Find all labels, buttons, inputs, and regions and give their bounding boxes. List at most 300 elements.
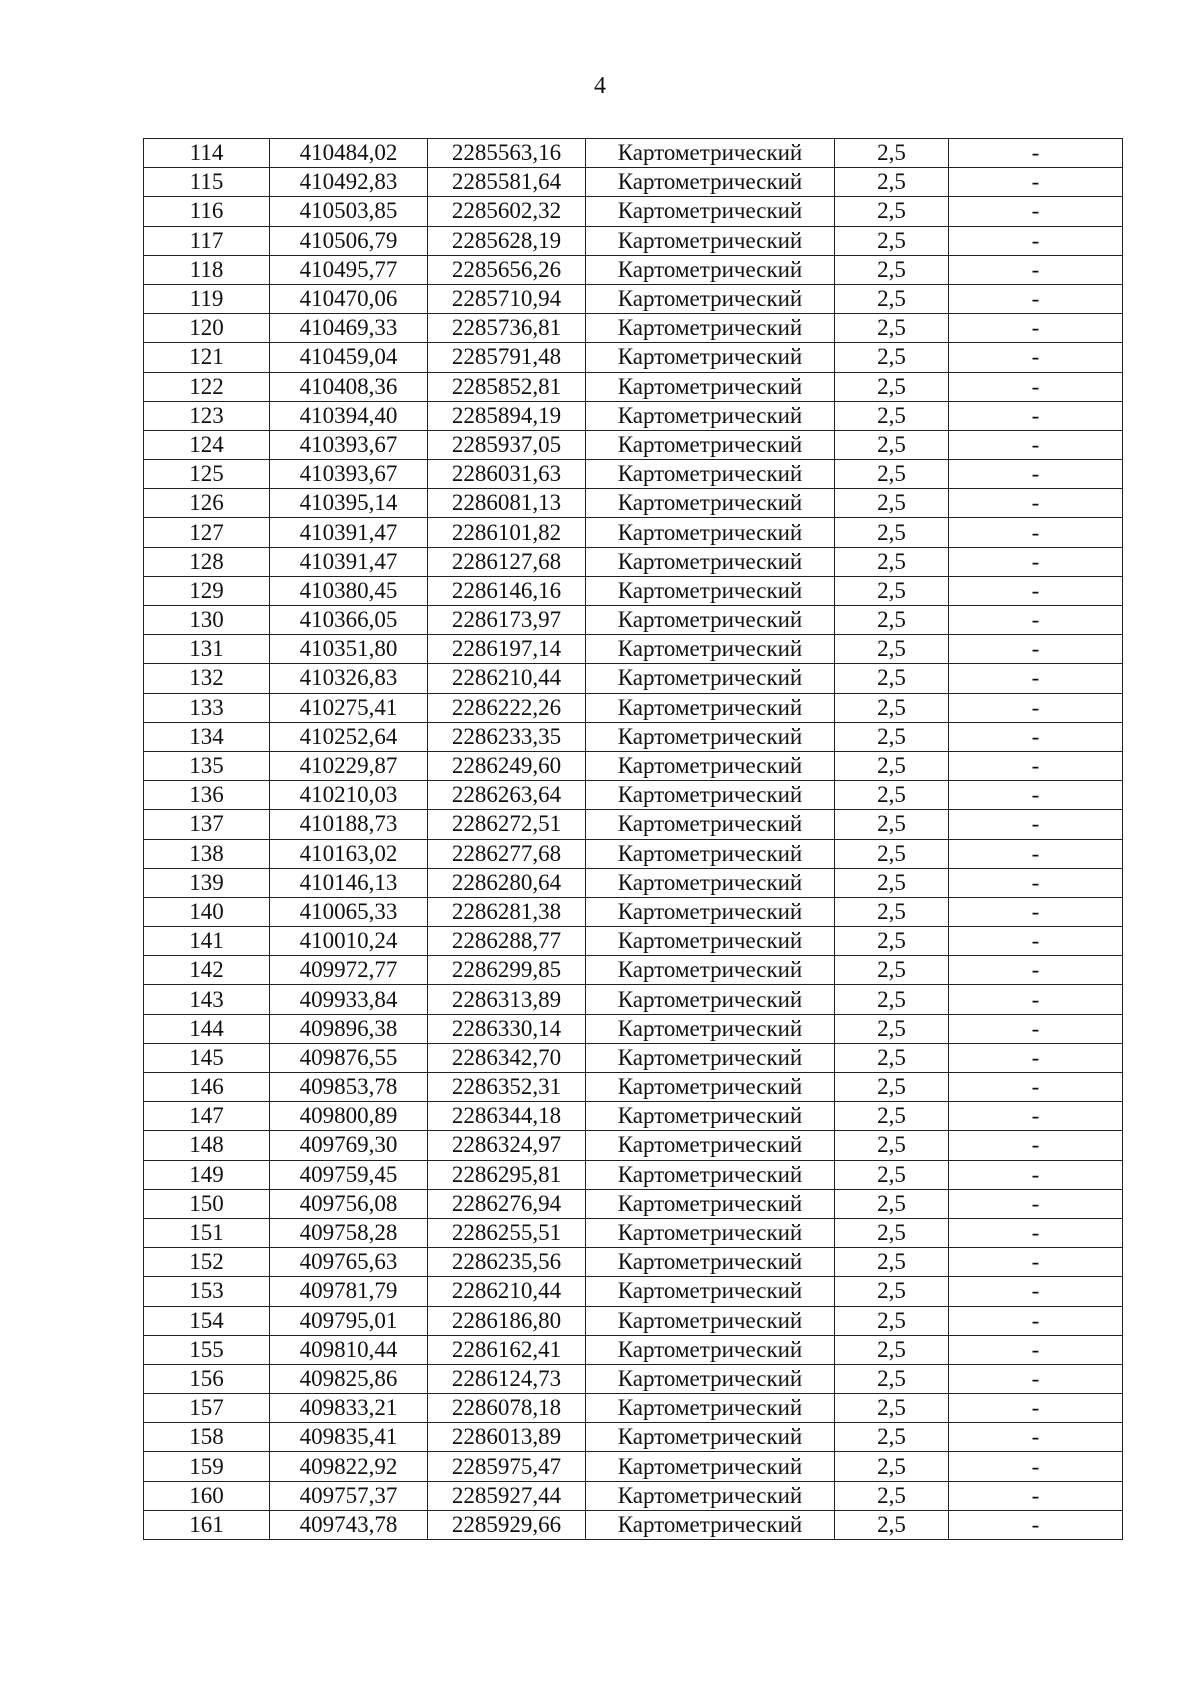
- accuracy-cell: 2,5: [835, 1277, 949, 1306]
- method-cell: Картометрический: [586, 956, 835, 985]
- table-row: [144, 927, 1123, 956]
- note-cell: -: [949, 927, 1123, 956]
- note-cell: -: [949, 839, 1123, 868]
- x-coordinate-cell: 410188,73: [270, 810, 428, 839]
- point-number-cell: 133: [144, 693, 270, 722]
- x-coordinate-cell: 409743,78: [270, 1510, 428, 1539]
- method-cell: Картометрический: [586, 1423, 835, 1452]
- method-cell: Картометрический: [586, 314, 835, 343]
- method-cell: Картометрический: [586, 985, 835, 1014]
- note-cell: -: [949, 1481, 1123, 1510]
- table-row: [144, 1073, 1123, 1102]
- method-cell: Картометрический: [586, 868, 835, 897]
- x-coordinate-cell: 410408,36: [270, 372, 428, 401]
- point-number-cell: 154: [144, 1306, 270, 1335]
- table-row: [144, 372, 1123, 401]
- x-coordinate-cell: 409853,78: [270, 1073, 428, 1102]
- point-number-cell: 136: [144, 781, 270, 810]
- point-number-cell: 115: [144, 168, 270, 197]
- note-cell: -: [949, 1364, 1123, 1393]
- note-cell: -: [949, 635, 1123, 664]
- y-coordinate-cell: 2286233,35: [428, 722, 586, 751]
- point-number-cell: 140: [144, 897, 270, 926]
- x-coordinate-cell: 410393,67: [270, 460, 428, 489]
- table-row: [144, 139, 1123, 168]
- method-cell: Картометрический: [586, 430, 835, 459]
- point-number-cell: 130: [144, 606, 270, 635]
- y-coordinate-cell: 2286210,44: [428, 664, 586, 693]
- y-coordinate-cell: 2286197,14: [428, 635, 586, 664]
- y-coordinate-cell: 2286255,51: [428, 1218, 586, 1247]
- table-row: [144, 1189, 1123, 1218]
- table-row: [144, 168, 1123, 197]
- point-number-cell: 149: [144, 1160, 270, 1189]
- accuracy-cell: 2,5: [835, 1481, 949, 1510]
- y-coordinate-cell: 2286162,41: [428, 1335, 586, 1364]
- method-cell: Картометрический: [586, 139, 835, 168]
- note-cell: -: [949, 693, 1123, 722]
- point-number-cell: 148: [144, 1131, 270, 1160]
- accuracy-cell: 2,5: [835, 1306, 949, 1335]
- point-number-cell: 124: [144, 430, 270, 459]
- point-number-cell: 159: [144, 1452, 270, 1481]
- method-cell: Картометрический: [586, 1131, 835, 1160]
- x-coordinate-cell: 410366,05: [270, 606, 428, 635]
- table-row: [144, 635, 1123, 664]
- method-cell: Картометрический: [586, 1102, 835, 1131]
- accuracy-cell: 2,5: [835, 664, 949, 693]
- x-coordinate-cell: 410065,33: [270, 897, 428, 926]
- method-cell: Картометрический: [586, 226, 835, 255]
- table-row: [144, 1452, 1123, 1481]
- accuracy-cell: 2,5: [835, 781, 949, 810]
- x-coordinate-cell: 410506,79: [270, 226, 428, 255]
- accuracy-cell: 2,5: [835, 372, 949, 401]
- y-coordinate-cell: 2286276,94: [428, 1189, 586, 1218]
- accuracy-cell: 2,5: [835, 139, 949, 168]
- y-coordinate-cell: 2286344,18: [428, 1102, 586, 1131]
- accuracy-cell: 2,5: [835, 1248, 949, 1277]
- method-cell: Картометрический: [586, 489, 835, 518]
- note-cell: -: [949, 1160, 1123, 1189]
- point-number-cell: 118: [144, 255, 270, 284]
- accuracy-cell: 2,5: [835, 1102, 949, 1131]
- y-coordinate-cell: 2285581,64: [428, 168, 586, 197]
- note-cell: -: [949, 1306, 1123, 1335]
- note-cell: -: [949, 664, 1123, 693]
- x-coordinate-cell: 409896,38: [270, 1014, 428, 1043]
- x-coordinate-cell: 409781,79: [270, 1277, 428, 1306]
- note-cell: -: [949, 343, 1123, 372]
- table-row: [144, 547, 1123, 576]
- note-cell: -: [949, 284, 1123, 313]
- point-number-cell: 144: [144, 1014, 270, 1043]
- point-number-cell: 127: [144, 518, 270, 547]
- note-cell: -: [949, 985, 1123, 1014]
- method-cell: Картометрический: [586, 1364, 835, 1393]
- note-cell: -: [949, 576, 1123, 605]
- note-cell: -: [949, 547, 1123, 576]
- note-cell: -: [949, 168, 1123, 197]
- y-coordinate-cell: 2285929,66: [428, 1510, 586, 1539]
- x-coordinate-cell: 410010,24: [270, 927, 428, 956]
- method-cell: Картометрический: [586, 197, 835, 226]
- accuracy-cell: 2,5: [835, 314, 949, 343]
- y-coordinate-cell: 2285563,16: [428, 139, 586, 168]
- x-coordinate-cell: 409810,44: [270, 1335, 428, 1364]
- table-row: [144, 1218, 1123, 1247]
- accuracy-cell: 2,5: [835, 1218, 949, 1247]
- point-number-cell: 151: [144, 1218, 270, 1247]
- table-row: [144, 985, 1123, 1014]
- method-cell: Картометрический: [586, 897, 835, 926]
- table-row: [144, 897, 1123, 926]
- accuracy-cell: 2,5: [835, 868, 949, 897]
- method-cell: Картометрический: [586, 1335, 835, 1364]
- x-coordinate-cell: 410492,83: [270, 168, 428, 197]
- method-cell: Картометрический: [586, 1306, 835, 1335]
- note-cell: -: [949, 139, 1123, 168]
- x-coordinate-cell: 409800,89: [270, 1102, 428, 1131]
- accuracy-cell: 2,5: [835, 1510, 949, 1539]
- x-coordinate-cell: 409769,30: [270, 1131, 428, 1160]
- table-row: [144, 1481, 1123, 1510]
- table-row: [144, 781, 1123, 810]
- y-coordinate-cell: 2285937,05: [428, 430, 586, 459]
- table-row: [144, 1248, 1123, 1277]
- method-cell: Картометрический: [586, 576, 835, 605]
- accuracy-cell: 2,5: [835, 343, 949, 372]
- table-row: [144, 518, 1123, 547]
- point-number-cell: 157: [144, 1394, 270, 1423]
- method-cell: Картометрический: [586, 1160, 835, 1189]
- x-coordinate-cell: 410210,03: [270, 781, 428, 810]
- table-row: [144, 1335, 1123, 1364]
- y-coordinate-cell: 2286249,60: [428, 751, 586, 780]
- table-row: [144, 606, 1123, 635]
- point-number-cell: 141: [144, 927, 270, 956]
- note-cell: -: [949, 1014, 1123, 1043]
- y-coordinate-cell: 2286235,56: [428, 1248, 586, 1277]
- accuracy-cell: 2,5: [835, 1335, 949, 1364]
- accuracy-cell: 2,5: [835, 1189, 949, 1218]
- x-coordinate-cell: 409756,08: [270, 1189, 428, 1218]
- accuracy-cell: 2,5: [835, 1073, 949, 1102]
- note-cell: -: [949, 314, 1123, 343]
- x-coordinate-cell: 410394,40: [270, 401, 428, 430]
- table-row: [144, 1014, 1123, 1043]
- accuracy-cell: 2,5: [835, 518, 949, 547]
- accuracy-cell: 2,5: [835, 1364, 949, 1393]
- table-row: [144, 722, 1123, 751]
- accuracy-cell: 2,5: [835, 1394, 949, 1423]
- table-row: [144, 751, 1123, 780]
- x-coordinate-cell: 410484,02: [270, 139, 428, 168]
- accuracy-cell: 2,5: [835, 547, 949, 576]
- point-number-cell: 142: [144, 956, 270, 985]
- table-row: [144, 430, 1123, 459]
- method-cell: Картометрический: [586, 664, 835, 693]
- accuracy-cell: 2,5: [835, 1452, 949, 1481]
- method-cell: Картометрический: [586, 781, 835, 810]
- accuracy-cell: 2,5: [835, 927, 949, 956]
- y-coordinate-cell: 2286272,51: [428, 810, 586, 839]
- x-coordinate-cell: 410391,47: [270, 518, 428, 547]
- note-cell: -: [949, 401, 1123, 430]
- y-coordinate-cell: 2286299,85: [428, 956, 586, 985]
- y-coordinate-cell: 2286210,44: [428, 1277, 586, 1306]
- point-number-cell: 153: [144, 1277, 270, 1306]
- y-coordinate-cell: 2285894,19: [428, 401, 586, 430]
- y-coordinate-cell: 2286342,70: [428, 1043, 586, 1072]
- point-number-cell: 117: [144, 226, 270, 255]
- note-cell: -: [949, 372, 1123, 401]
- point-number-cell: 131: [144, 635, 270, 664]
- method-cell: Картометрический: [586, 635, 835, 664]
- y-coordinate-cell: 2285602,32: [428, 197, 586, 226]
- accuracy-cell: 2,5: [835, 430, 949, 459]
- table-row: [144, 460, 1123, 489]
- note-cell: -: [949, 781, 1123, 810]
- method-cell: Картометрический: [586, 547, 835, 576]
- y-coordinate-cell: 2286352,31: [428, 1073, 586, 1102]
- y-coordinate-cell: 2286186,80: [428, 1306, 586, 1335]
- y-coordinate-cell: 2286013,89: [428, 1423, 586, 1452]
- y-coordinate-cell: 2285628,19: [428, 226, 586, 255]
- table-row: [144, 489, 1123, 518]
- point-number-cell: 155: [144, 1335, 270, 1364]
- y-coordinate-cell: 2286124,73: [428, 1364, 586, 1393]
- note-cell: -: [949, 255, 1123, 284]
- accuracy-cell: 2,5: [835, 255, 949, 284]
- point-number-cell: 129: [144, 576, 270, 605]
- accuracy-cell: 2,5: [835, 226, 949, 255]
- accuracy-cell: 2,5: [835, 1131, 949, 1160]
- x-coordinate-cell: 410380,45: [270, 576, 428, 605]
- note-cell: -: [949, 897, 1123, 926]
- y-coordinate-cell: 2285736,81: [428, 314, 586, 343]
- y-coordinate-cell: 2285927,44: [428, 1481, 586, 1510]
- method-cell: Картометрический: [586, 343, 835, 372]
- table-row: [144, 197, 1123, 226]
- point-number-cell: 135: [144, 751, 270, 780]
- table-row: [144, 284, 1123, 313]
- y-coordinate-cell: 2286127,68: [428, 547, 586, 576]
- point-number-cell: 139: [144, 868, 270, 897]
- method-cell: Картометрический: [586, 751, 835, 780]
- x-coordinate-cell: 410495,77: [270, 255, 428, 284]
- note-cell: -: [949, 606, 1123, 635]
- accuracy-cell: 2,5: [835, 1160, 949, 1189]
- method-cell: Картометрический: [586, 255, 835, 284]
- method-cell: Картометрический: [586, 1043, 835, 1072]
- table-row: [144, 1043, 1123, 1072]
- table-row: [144, 1102, 1123, 1131]
- accuracy-cell: 2,5: [835, 810, 949, 839]
- table-row: [144, 868, 1123, 897]
- table-row: [144, 1131, 1123, 1160]
- method-cell: Картометрический: [586, 1248, 835, 1277]
- accuracy-cell: 2,5: [835, 1423, 949, 1452]
- y-coordinate-cell: 2285852,81: [428, 372, 586, 401]
- method-cell: Картометрический: [586, 284, 835, 313]
- method-cell: Картометрический: [586, 1394, 835, 1423]
- y-coordinate-cell: 2285975,47: [428, 1452, 586, 1481]
- x-coordinate-cell: 410391,47: [270, 547, 428, 576]
- note-cell: -: [949, 430, 1123, 459]
- accuracy-cell: 2,5: [835, 489, 949, 518]
- y-coordinate-cell: 2285710,94: [428, 284, 586, 313]
- x-coordinate-cell: 410252,64: [270, 722, 428, 751]
- table-row: [144, 956, 1123, 985]
- x-coordinate-cell: 409757,37: [270, 1481, 428, 1510]
- y-coordinate-cell: 2286288,77: [428, 927, 586, 956]
- method-cell: Картометрический: [586, 1189, 835, 1218]
- x-coordinate-cell: 410351,80: [270, 635, 428, 664]
- x-coordinate-cell: 410146,13: [270, 868, 428, 897]
- accuracy-cell: 2,5: [835, 897, 949, 926]
- method-cell: Картометрический: [586, 1073, 835, 1102]
- point-number-cell: 158: [144, 1423, 270, 1452]
- y-coordinate-cell: 2286081,13: [428, 489, 586, 518]
- x-coordinate-cell: 409759,45: [270, 1160, 428, 1189]
- accuracy-cell: 2,5: [835, 606, 949, 635]
- note-cell: -: [949, 1394, 1123, 1423]
- point-number-cell: 121: [144, 343, 270, 372]
- x-coordinate-cell: 409833,21: [270, 1394, 428, 1423]
- accuracy-cell: 2,5: [835, 1043, 949, 1072]
- x-coordinate-cell: 410470,06: [270, 284, 428, 313]
- y-coordinate-cell: 2286146,16: [428, 576, 586, 605]
- note-cell: -: [949, 460, 1123, 489]
- y-coordinate-cell: 2286330,14: [428, 1014, 586, 1043]
- table-row: [144, 1510, 1123, 1539]
- method-cell: Картометрический: [586, 722, 835, 751]
- table-row: [144, 226, 1123, 255]
- page-number: 4: [594, 73, 606, 99]
- accuracy-cell: 2,5: [835, 1014, 949, 1043]
- y-coordinate-cell: 2286295,81: [428, 1160, 586, 1189]
- y-coordinate-cell: 2286313,89: [428, 985, 586, 1014]
- point-number-cell: 116: [144, 197, 270, 226]
- note-cell: -: [949, 1510, 1123, 1539]
- point-number-cell: 137: [144, 810, 270, 839]
- x-coordinate-cell: 409795,01: [270, 1306, 428, 1335]
- table-row: [144, 1277, 1123, 1306]
- note-cell: -: [949, 489, 1123, 518]
- accuracy-cell: 2,5: [835, 401, 949, 430]
- note-cell: -: [949, 1073, 1123, 1102]
- point-number-cell: 114: [144, 139, 270, 168]
- table-row: [144, 314, 1123, 343]
- note-cell: -: [949, 868, 1123, 897]
- table-row: [144, 1423, 1123, 1452]
- x-coordinate-cell: 409822,92: [270, 1452, 428, 1481]
- y-coordinate-cell: 2286280,64: [428, 868, 586, 897]
- accuracy-cell: 2,5: [835, 284, 949, 313]
- method-cell: Картометрический: [586, 372, 835, 401]
- note-cell: -: [949, 197, 1123, 226]
- y-coordinate-cell: 2286281,38: [428, 897, 586, 926]
- method-cell: Картометрический: [586, 1014, 835, 1043]
- table-row: [144, 576, 1123, 605]
- method-cell: Картометрический: [586, 1452, 835, 1481]
- method-cell: Картометрический: [586, 1510, 835, 1539]
- x-coordinate-cell: 410326,83: [270, 664, 428, 693]
- note-cell: -: [949, 518, 1123, 547]
- accuracy-cell: 2,5: [835, 576, 949, 605]
- accuracy-cell: 2,5: [835, 985, 949, 1014]
- x-coordinate-cell: 410395,14: [270, 489, 428, 518]
- note-cell: -: [949, 810, 1123, 839]
- note-cell: -: [949, 722, 1123, 751]
- x-coordinate-cell: 410469,33: [270, 314, 428, 343]
- table-row: [144, 401, 1123, 430]
- method-cell: Картометрический: [586, 1481, 835, 1510]
- table-body: [144, 139, 1123, 1540]
- x-coordinate-cell: 410459,04: [270, 343, 428, 372]
- accuracy-cell: 2,5: [835, 956, 949, 985]
- point-number-cell: 128: [144, 547, 270, 576]
- x-coordinate-cell: 409933,84: [270, 985, 428, 1014]
- x-coordinate-cell: 409765,63: [270, 1248, 428, 1277]
- method-cell: Картометрический: [586, 810, 835, 839]
- method-cell: Картометрический: [586, 839, 835, 868]
- method-cell: Картометрический: [586, 401, 835, 430]
- point-number-cell: 119: [144, 284, 270, 313]
- x-coordinate-cell: 410393,67: [270, 430, 428, 459]
- point-number-cell: 123: [144, 401, 270, 430]
- note-cell: -: [949, 1189, 1123, 1218]
- table-row: [144, 1306, 1123, 1335]
- method-cell: Картометрический: [586, 168, 835, 197]
- x-coordinate-cell: 410229,87: [270, 751, 428, 780]
- y-coordinate-cell: 2286222,26: [428, 693, 586, 722]
- x-coordinate-cell: 409876,55: [270, 1043, 428, 1072]
- point-number-cell: 161: [144, 1510, 270, 1539]
- y-coordinate-cell: 2286101,82: [428, 518, 586, 547]
- x-coordinate-cell: 410163,02: [270, 839, 428, 868]
- y-coordinate-cell: 2285656,26: [428, 255, 586, 284]
- point-number-cell: 147: [144, 1102, 270, 1131]
- point-number-cell: 125: [144, 460, 270, 489]
- note-cell: -: [949, 1277, 1123, 1306]
- note-cell: -: [949, 1452, 1123, 1481]
- x-coordinate-cell: 409835,41: [270, 1423, 428, 1452]
- accuracy-cell: 2,5: [835, 197, 949, 226]
- note-cell: -: [949, 1043, 1123, 1072]
- accuracy-cell: 2,5: [835, 460, 949, 489]
- note-cell: -: [949, 1218, 1123, 1247]
- accuracy-cell: 2,5: [835, 168, 949, 197]
- point-number-cell: 126: [144, 489, 270, 518]
- point-number-cell: 146: [144, 1073, 270, 1102]
- accuracy-cell: 2,5: [835, 751, 949, 780]
- method-cell: Картометрический: [586, 1277, 835, 1306]
- point-number-cell: 156: [144, 1364, 270, 1393]
- point-number-cell: 145: [144, 1043, 270, 1072]
- note-cell: -: [949, 1248, 1123, 1277]
- table-row: [144, 810, 1123, 839]
- point-number-cell: 132: [144, 664, 270, 693]
- note-cell: -: [949, 1102, 1123, 1131]
- point-number-cell: 122: [144, 372, 270, 401]
- note-cell: -: [949, 1423, 1123, 1452]
- method-cell: Картометрический: [586, 1218, 835, 1247]
- table-row: [144, 1394, 1123, 1423]
- point-number-cell: 160: [144, 1481, 270, 1510]
- method-cell: Картометрический: [586, 606, 835, 635]
